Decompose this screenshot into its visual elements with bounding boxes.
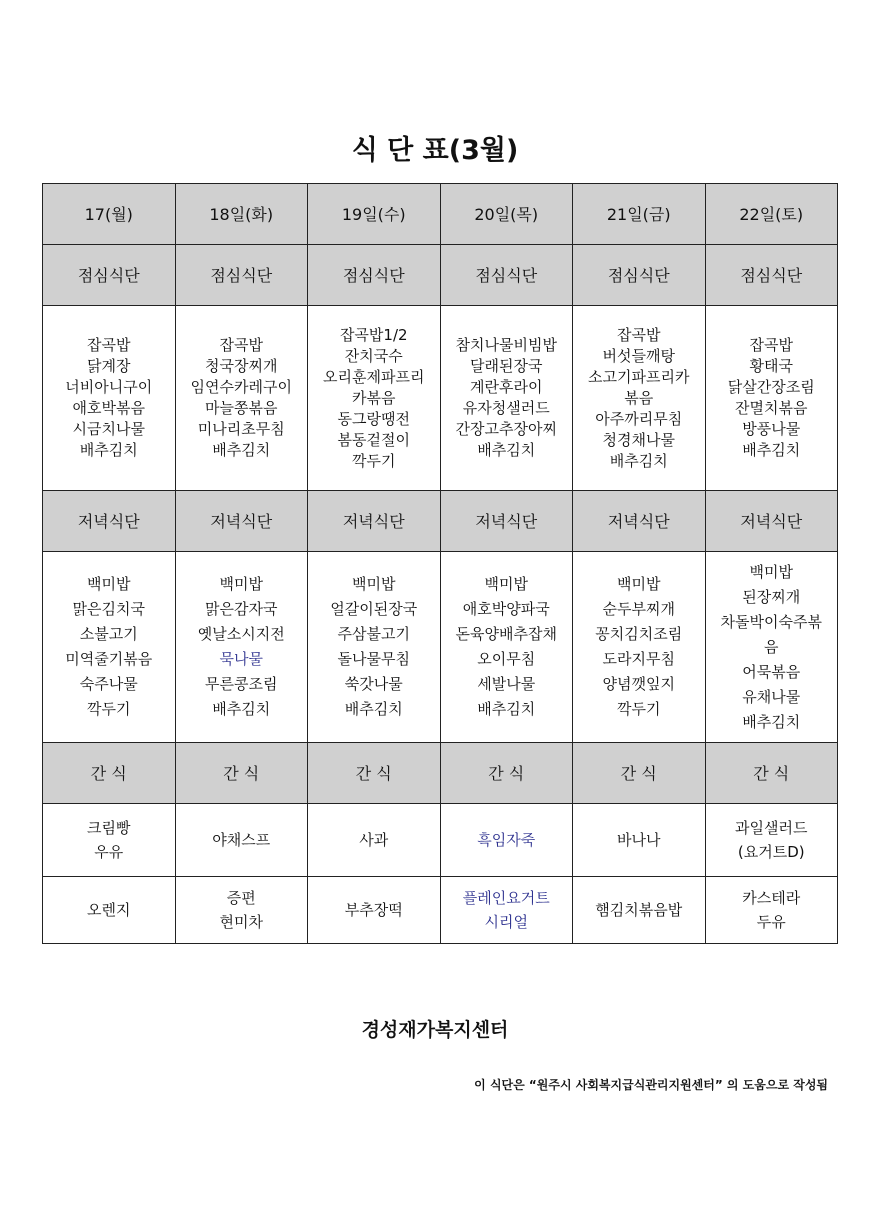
menu-item: 얼갈이된장국 — [330, 600, 418, 618]
dinner-label: 저녁식단 — [573, 491, 706, 552]
menu-item-highlight: 묵나물 — [219, 650, 263, 668]
menu-item: 백미밥 — [219, 575, 263, 593]
snack-cell — [175, 804, 308, 877]
day-header: 18일(화) — [175, 184, 308, 245]
menu-item: 동그랑땡전 — [337, 409, 410, 428]
menu-item: 꽁치김치조림 — [595, 625, 683, 643]
snack-item: 증편 — [226, 889, 256, 907]
snack-item-highlight: 시리얼 — [484, 913, 528, 931]
menu-item: 잡곡밥 — [617, 325, 661, 344]
snack-item: 현미차 — [219, 913, 263, 931]
menu-item: 유자청샐러드 — [462, 399, 550, 417]
snack-item: 두유 — [756, 913, 786, 931]
menu-item: 백미밥 — [749, 562, 793, 581]
menu-item: 배추김치 — [212, 441, 271, 459]
menu-item: 오리훈제파프리 — [323, 367, 425, 386]
dinner-cell — [705, 552, 838, 743]
lunch-label: 점심식단 — [43, 245, 176, 306]
menu-item: 맑은김치국 — [72, 600, 145, 618]
lunch-label: 점심식단 — [573, 245, 706, 306]
menu-item: 임연수카레구이 — [190, 378, 292, 396]
menu-item: 돈육양배추잡채 — [455, 625, 557, 643]
menu-item: 백미밥 — [617, 575, 661, 593]
lunch-cell — [440, 306, 573, 491]
menu-item: 백미밥 — [484, 575, 528, 593]
menu-item: 미나리초무침 — [197, 420, 285, 438]
footnote: 이 식단은 “원주시 사회복지급식관리지원센터” 의 도움으로 작성됨 — [474, 1078, 828, 1092]
menu-item: 잔치국수 — [344, 346, 403, 365]
menu-table — [42, 183, 838, 944]
snack-item: 사과 — [359, 831, 389, 849]
snack-label: 간 식 — [175, 743, 308, 804]
menu-item: 배추김치 — [79, 441, 138, 459]
menu-item: 배추김치 — [742, 441, 801, 459]
menu-item: 잡곡밥1/2 — [339, 325, 408, 344]
lunch-label: 점심식단 — [308, 245, 441, 306]
menu-item: 애호박볶음 — [72, 399, 145, 417]
snack-cell — [440, 877, 573, 944]
dinner-cell — [43, 552, 176, 743]
day-header: 17(월) — [43, 184, 176, 245]
day-header: 22일(토) — [705, 184, 838, 245]
lunch-label: 점심식단 — [175, 245, 308, 306]
menu-item: 도라지무침 — [602, 650, 675, 668]
dinner-cell — [573, 552, 706, 743]
menu-item: 방풍나물 — [742, 420, 801, 438]
menu-item: 맑은감자국 — [205, 600, 278, 618]
menu-item: 오이무침 — [477, 650, 536, 668]
page-title: 식 단 표(3월) — [351, 135, 519, 166]
menu-item: 잡곡밥 — [87, 336, 131, 354]
menu-item: 잡곡밥 — [749, 336, 793, 354]
dinner-label: 저녁식단 — [440, 491, 573, 552]
lunch-cell — [43, 306, 176, 491]
snack-cell — [440, 804, 573, 877]
menu-item: 배추김치 — [344, 700, 403, 718]
snack-label: 간 식 — [573, 743, 706, 804]
snack-cell — [308, 877, 441, 944]
menu-item: 어묵볶음 — [742, 662, 801, 681]
menu-item: 옛날소시지전 — [197, 625, 285, 643]
menu-item: 배추김치 — [477, 700, 536, 718]
menu-item: 황태국 — [749, 357, 793, 375]
snack-item: 바나나 — [617, 831, 661, 849]
dinner-label: 저녁식단 — [705, 491, 838, 552]
menu-item: 버섯들깨탕 — [602, 346, 675, 365]
snack-label: 간 식 — [440, 743, 573, 804]
snack-item: 야채스프 — [212, 831, 271, 849]
snack-item: 과일샐러드 — [735, 819, 808, 837]
snack-row-2 — [43, 877, 838, 944]
dinner-label: 저녁식단 — [43, 491, 176, 552]
lunch-label: 점심식단 — [440, 245, 573, 306]
snack-cell — [705, 804, 838, 877]
snack-label-row — [43, 743, 838, 804]
snack-item: 카스테라 — [742, 889, 801, 907]
day-header: 20일(목) — [440, 184, 573, 245]
menu-item: 간장고추장아찌 — [455, 420, 557, 438]
snack-row-1 — [43, 804, 838, 877]
menu-item: 잔멸치볶음 — [735, 399, 808, 417]
menu-item: 숙주나물 — [79, 675, 138, 693]
menu-item: 볶음 — [624, 388, 654, 407]
menu-item: 세발나물 — [477, 675, 536, 693]
dinner-label: 저녁식단 — [308, 491, 441, 552]
menu-item: 청국장찌개 — [205, 357, 278, 375]
menu-item: 배추김치 — [609, 451, 668, 470]
snack-cell — [43, 877, 176, 944]
menu-item: 시금치나물 — [72, 420, 145, 438]
snack-item: 부추장떡 — [344, 901, 403, 919]
menu-item: 배추김치 — [477, 441, 536, 459]
snack-cell — [705, 877, 838, 944]
lunch-cell — [175, 306, 308, 491]
menu-item: 차돌박이숙주볶 — [720, 612, 822, 631]
menu-item: 배추김치 — [212, 700, 271, 718]
menu-item: 마늘쫑볶음 — [205, 399, 278, 417]
menu-item: 깍두기 — [617, 700, 661, 718]
day-header-row — [43, 184, 838, 245]
menu-item: 주삼불고기 — [337, 625, 410, 643]
menu-item: 아주까리무침 — [595, 409, 683, 428]
lunch-label-row — [43, 245, 838, 306]
menu-item: 계란후라이 — [470, 378, 543, 396]
menu-item: 깍두기 — [352, 451, 396, 470]
dinner-cell — [308, 552, 441, 743]
menu-item: 소고기파프리카 — [588, 367, 690, 386]
day-header: 21일(금) — [573, 184, 706, 245]
snack-item: 오렌지 — [87, 901, 131, 919]
snack-item: (요거트D) — [737, 843, 805, 861]
snack-item-highlight: 플레인요거트 — [462, 889, 550, 907]
snack-cell — [43, 804, 176, 877]
lunch-cell — [308, 306, 441, 491]
menu-item: 유채나물 — [742, 687, 801, 706]
day-header: 19일(수) — [308, 184, 441, 245]
menu-item: 닭살간장조림 — [727, 378, 815, 396]
menu-item: 양념깻잎지 — [602, 675, 675, 693]
menu-item: 백미밥 — [352, 575, 396, 593]
menu-item: 된장찌개 — [742, 587, 801, 606]
snack-cell — [175, 877, 308, 944]
snack-cell — [573, 804, 706, 877]
menu-item: 봄동겉절이 — [337, 430, 410, 449]
snack-item: 햄김치볶음밥 — [595, 901, 683, 919]
menu-item: 순두부찌개 — [602, 600, 675, 618]
menu-item: 돌나물무침 — [337, 650, 410, 668]
snack-label: 간 식 — [308, 743, 441, 804]
dinner-row — [43, 552, 838, 743]
snack-label: 간 식 — [705, 743, 838, 804]
menu-item: 잡곡밥 — [219, 336, 263, 354]
snack-item: 크림빵 — [87, 819, 131, 837]
menu-item: 미역줄기볶음 — [65, 650, 153, 668]
center-name: 경성재가복지센터 — [361, 1019, 509, 1041]
menu-item: 음 — [764, 637, 779, 656]
menu-item: 청경채나물 — [602, 430, 675, 449]
snack-cell — [308, 804, 441, 877]
menu-item: 무른콩조림 — [205, 675, 278, 693]
lunch-row — [43, 306, 838, 491]
menu-item: 배추김치 — [742, 712, 801, 731]
dinner-label: 저녁식단 — [175, 491, 308, 552]
lunch-cell — [705, 306, 838, 491]
menu-item: 백미밥 — [87, 575, 131, 593]
menu-item: 소불고기 — [79, 625, 138, 643]
snack-label: 간 식 — [43, 743, 176, 804]
dinner-label-row — [43, 491, 838, 552]
menu-item: 카볶음 — [352, 388, 396, 407]
menu-item: 쑥갓나물 — [344, 675, 403, 693]
menu-item: 참치나물비빔밥 — [455, 336, 557, 354]
dinner-cell — [440, 552, 573, 743]
menu-item: 달래된장국 — [470, 357, 543, 375]
menu-item: 닭계장 — [87, 357, 131, 375]
lunch-label: 점심식단 — [705, 245, 838, 306]
lunch-cell — [573, 306, 706, 491]
snack-cell — [573, 877, 706, 944]
dinner-cell — [175, 552, 308, 743]
menu-item: 깍두기 — [87, 700, 131, 718]
menu-item: 애호박양파국 — [462, 600, 550, 618]
snack-item: 우유 — [94, 843, 124, 861]
snack-item-highlight: 흑임자죽 — [477, 831, 536, 849]
menu-item: 너비아니구이 — [65, 378, 153, 396]
